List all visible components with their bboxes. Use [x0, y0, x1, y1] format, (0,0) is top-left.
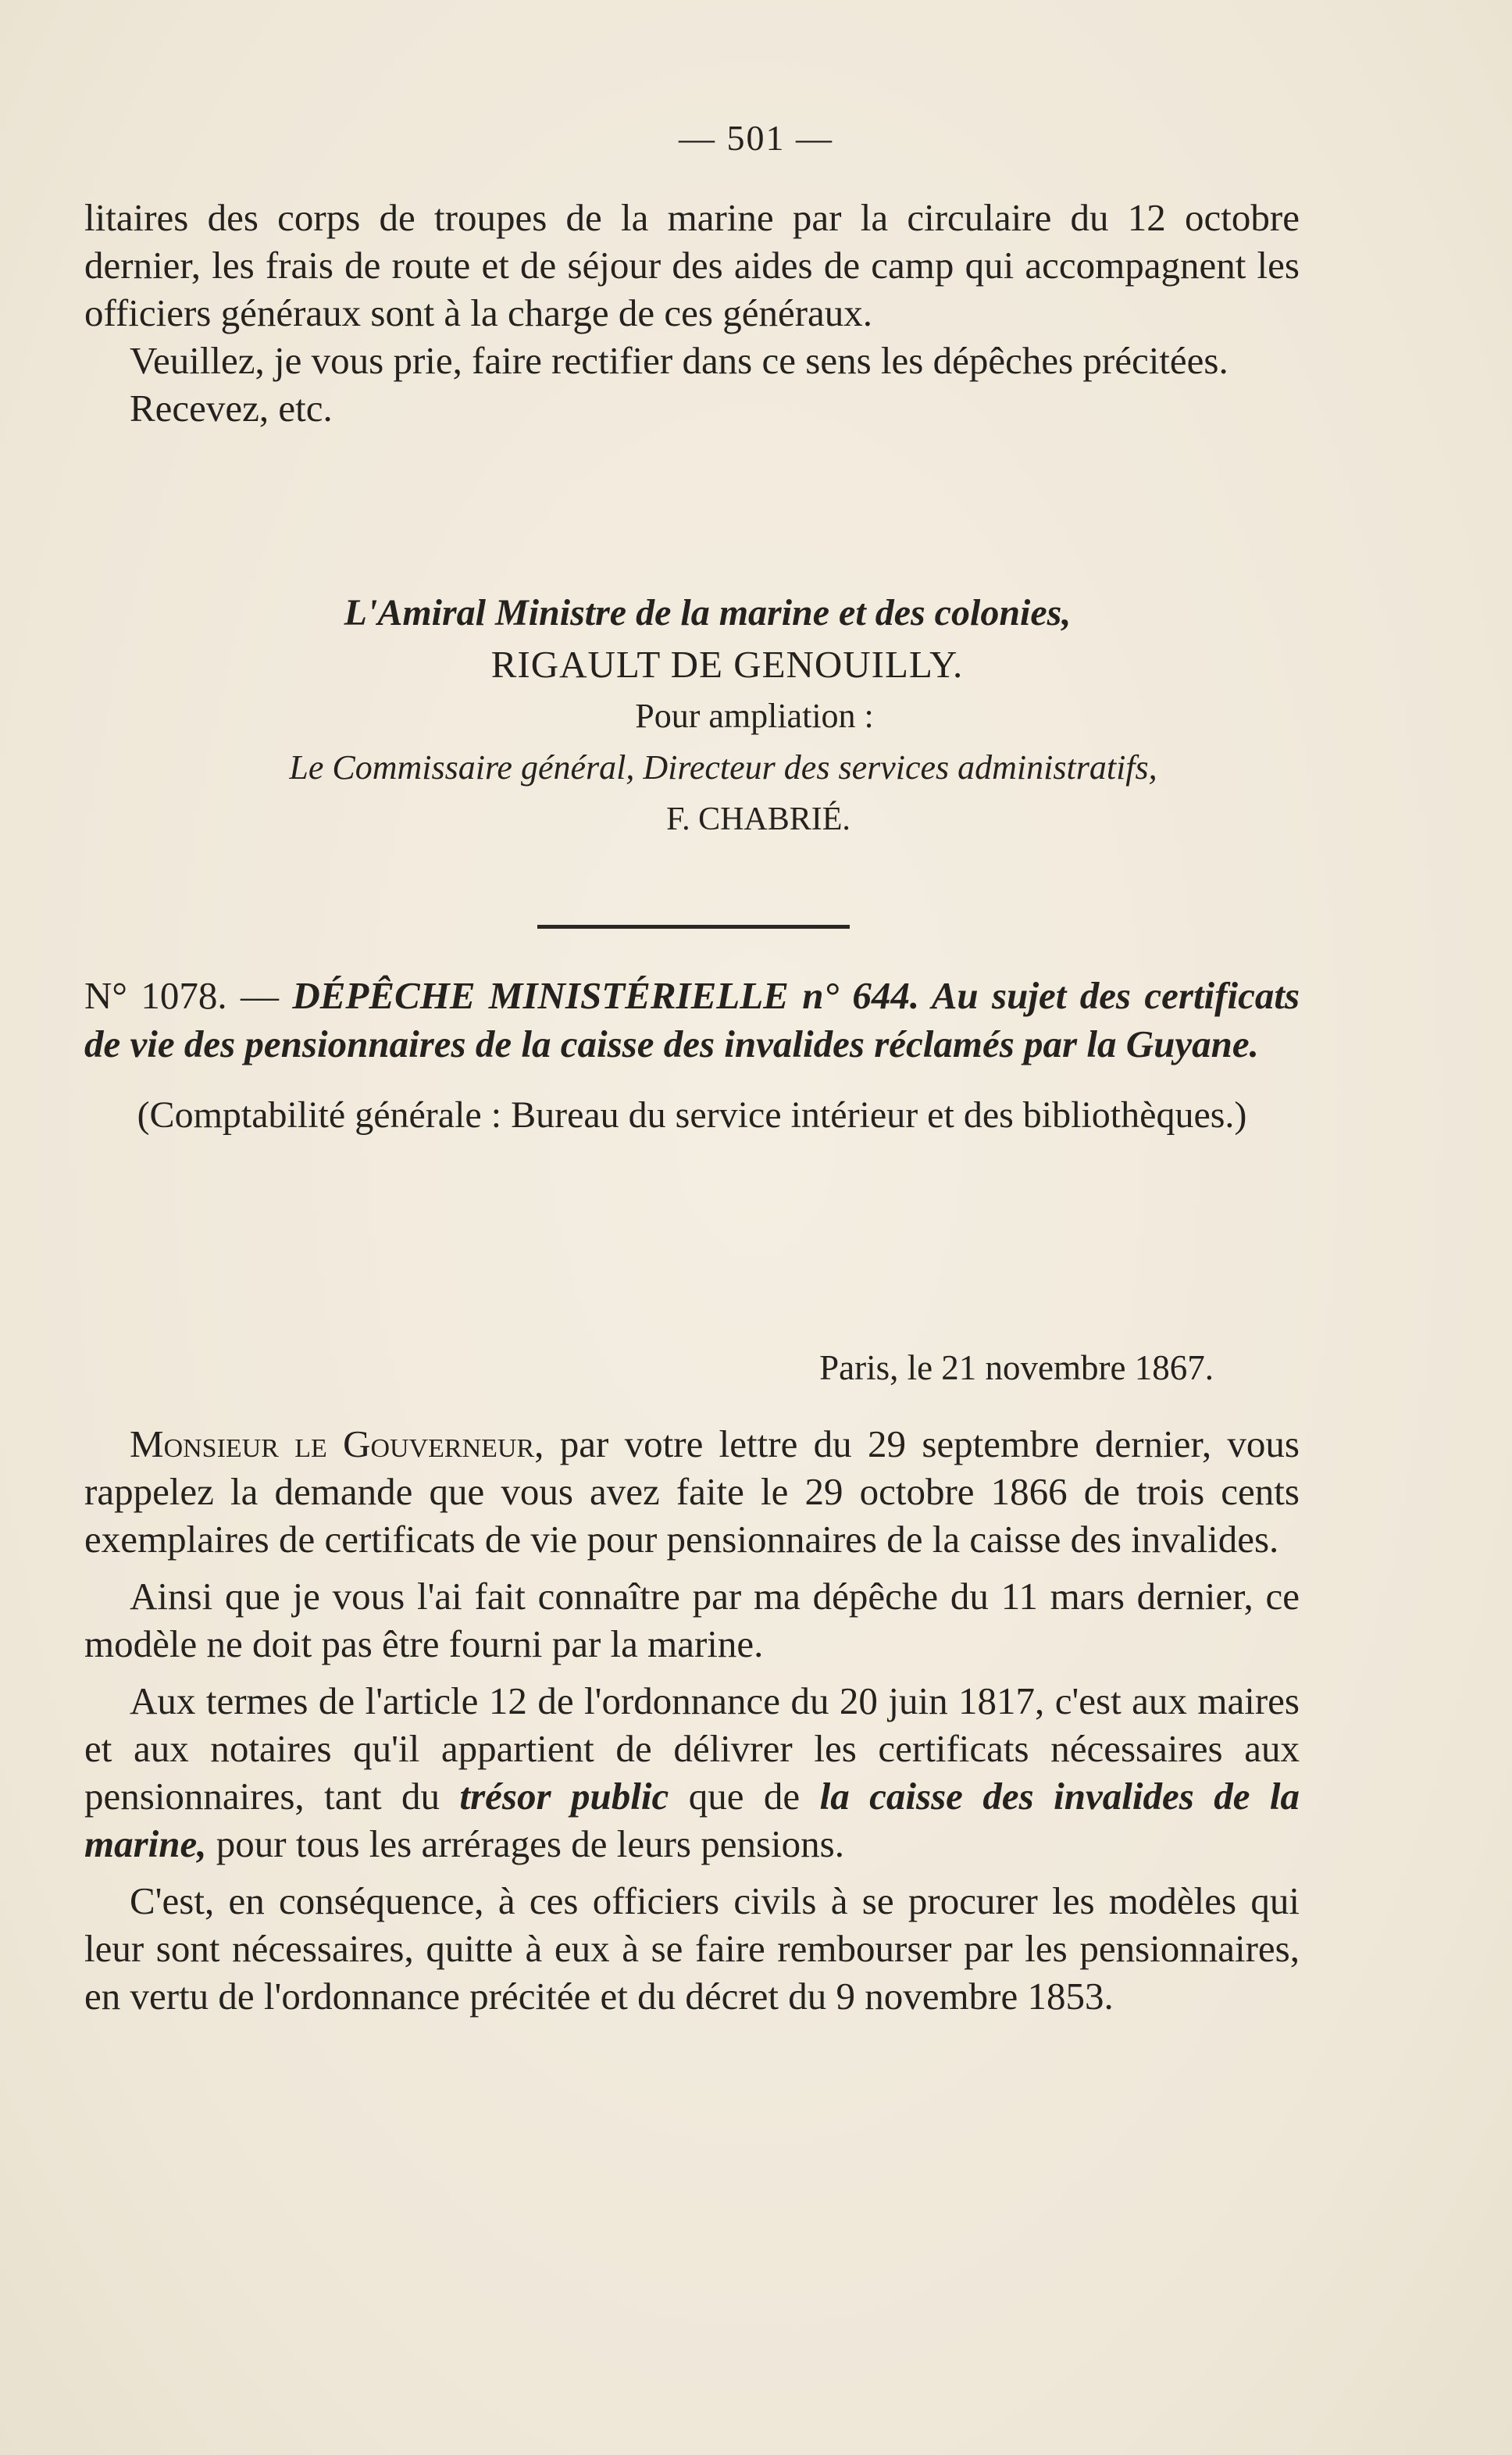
intro-paragraph-1: litaires des corps de troupes de la marine par la circulaire du 12 octobre dernier, les frais de route et de séjour des aides de camp qui accompagnent les officiers généraux sont à la charge de ces généraux.: [84, 196, 1300, 334]
intro-paragraph-2: Veuillez, je vous prie, faire rectifier dans ce sens les dépêches précitées.: [130, 339, 1228, 382]
signature-name: RIGAULT DE GENOUILLY.: [490, 643, 964, 686]
dateline: Paris, le 21 novembre 1867.: [819, 1348, 1214, 1387]
heading-title: DÉPÊCHE MINISTÉRIELLE n° 644. Au sujet: [292, 974, 1067, 1017]
commissaire-name: F. CHABRIÉ.: [666, 801, 850, 837]
body-paragraph-3-italic-2: la caisse des invalides de la marine,: [84, 1775, 1300, 1865]
intro-paragraph-3: Recevez, etc.: [130, 387, 333, 430]
body-paragraph-2: Ainsi que je vous l'ai fait connaître par ma dépêche du 11 mars dernier, ce modèle ne doit pas être fourni par la marine.: [84, 1575, 1300, 1665]
body-paragraph-3-a: Aux termes de l'article 12 de l'ordonnance du 20 juin 1817, c'est aux maires et aux notaires qu'il appartient de délivrer les certificats nécessaires aux pensionnaires, tant du: [84, 1679, 1300, 1818]
heading-text: [84, 972, 1300, 1069]
body-paragraph-4: C'est, en conséquence, à ces officiers civils à se procurer les modèles qui leur sont nécessaires, quitte à eux à se faire rembourser par les pensionnaires, en vertu de l'ordonnance précitée et du décret du 9 novembre 1853.: [84, 1879, 1300, 2018]
intro-section: [84, 194, 1300, 432]
body-paragraph-3-c: pour tous les arrérages de leurs pensions.: [216, 1822, 844, 1865]
heading-subject: des certificats de vie des pensionnaires de la caisse des invalides réclamés par la Guyane.: [84, 974, 1300, 1065]
service-line: (Comptabilité générale : Bureau du service intérieur et des bibliothèques.): [137, 1094, 1247, 1136]
dispatch-heading: [84, 972, 1300, 1139]
ampliation-label: Pour ampliation :: [635, 697, 874, 735]
body-paragraph-1-text: par votre lettre du 29 septembre dernier, vous rappelez la demande que vous avez faite le 29 octobre 1866 de trois cents exemplaires de certificats de vie pour pensionnaires de la caisse des invalides.: [84, 1422, 1300, 1561]
heading-dash: —: [240, 974, 279, 1017]
page-number: — 501 —: [679, 118, 833, 158]
body-paragraph-3: [84, 1677, 1300, 1868]
body-paragraph-3-italic-1: trésor public: [459, 1775, 669, 1818]
body-paragraph-1: [84, 1420, 1300, 1563]
dispatch-number: N° 1078.: [84, 974, 227, 1017]
signature-title: L'Amiral Ministre de la marine et des colonies,: [344, 592, 1072, 633]
letter-body: [84, 1420, 1300, 2020]
body-paragraph-3-b: que de: [688, 1775, 801, 1818]
commissaire-title: Le Commissaire général, Directeur des services administratifs,: [289, 748, 1157, 787]
signature-block: [84, 587, 1300, 845]
section-divider: [537, 925, 850, 929]
salutation: Monsieur le Gouverneur,: [130, 1422, 544, 1465]
